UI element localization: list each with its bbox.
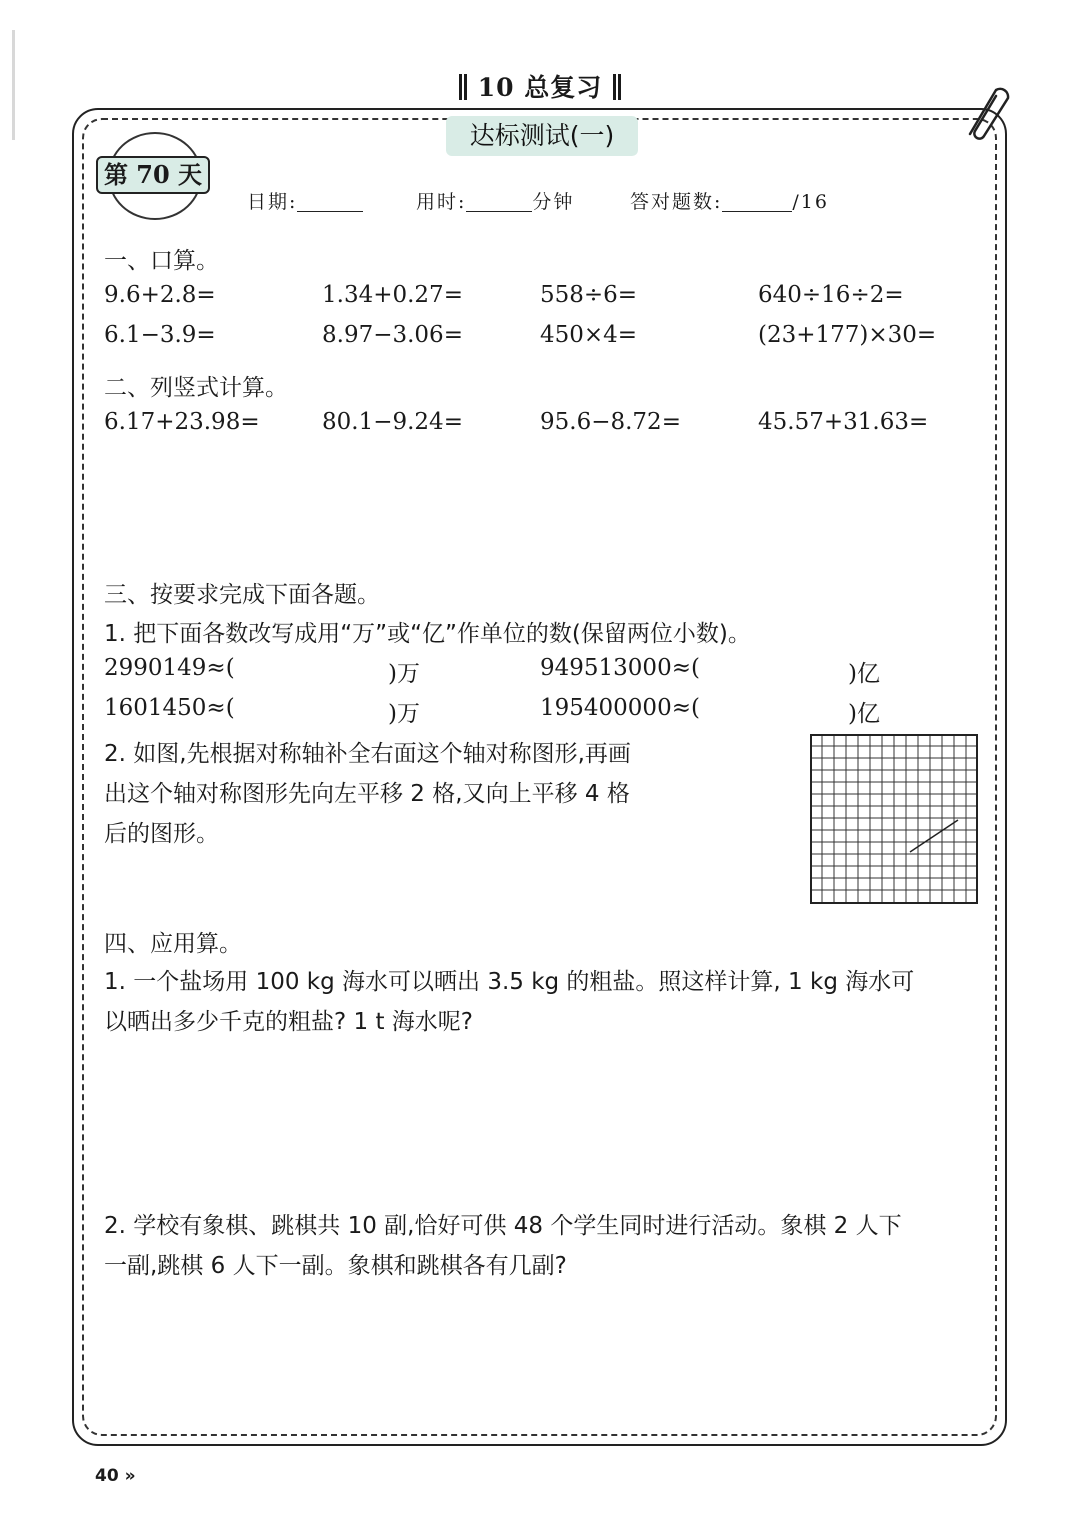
meta-time (416, 187, 574, 214)
paperclip-icon (956, 76, 1012, 142)
rewrite-item: 195400000≈( (540, 695, 700, 721)
chapter-title: 总复习 (524, 73, 603, 102)
section4-q1-line1: 1. 一个盐场用 100 kg 海水可以晒出 3.5 kg 的粗盐。照这样计算, 1 kg 海水可 (104, 969, 915, 995)
rewrite-unit: )亿 (848, 661, 880, 687)
score-label: 答对题数: (630, 191, 723, 213)
oral-item: (23+177)×30= (758, 322, 937, 348)
day-badge (96, 132, 214, 220)
section3-heading: 三、按要求完成下面各题。 (104, 582, 380, 608)
section3-q2-line1: 2. 如图,先根据对称轴补全右面这个轴对称图形,再画 (104, 741, 631, 767)
section3-q2-line3: 后的图形。 (104, 821, 219, 847)
time-label: 用时: (416, 191, 467, 213)
time-unit: 分钟 (532, 191, 575, 213)
chapter-number: 10 (477, 73, 515, 102)
score-total: /16 (792, 191, 829, 213)
day-badge-label: 第 70 天 (96, 156, 210, 194)
chapter-header (0, 68, 1080, 104)
section4-heading: 四、应用算。 (104, 931, 242, 957)
date-blank[interactable] (297, 193, 363, 212)
rewrite-item: 949513000≈( (540, 655, 700, 681)
meta-score (630, 187, 829, 214)
oral-item: 640÷16÷2= (758, 282, 904, 308)
section3-q1: 1. 把下面各数改写成用“万”或“亿”作单位的数(保留两位小数)。 (104, 621, 751, 647)
section3-q2-line2: 出这个轴对称图形先向左平移 2 格,又向上平移 4 格 (104, 781, 630, 807)
section4-q1-line2: 以晒出多少千克的粗盐? 1 t 海水呢? (104, 1009, 473, 1035)
score-blank[interactable] (722, 193, 792, 212)
date-label: 日期: (247, 191, 298, 213)
rewrite-unit: )万 (388, 701, 420, 727)
rewrite-item: 1601450≈( (104, 695, 235, 721)
rewrite-unit: )万 (388, 661, 420, 687)
oral-item: 450×4= (540, 322, 638, 348)
rewrite-item: 2990149≈( (104, 655, 235, 681)
symmetric-figure-segment (910, 820, 958, 852)
section1-heading: 一、口算。 (104, 248, 219, 274)
vertical-calc-item: 95.6−8.72= (540, 409, 681, 435)
vertical-calc-item: 80.1−9.24= (322, 409, 463, 435)
oral-item: 8.97−3.06= (322, 322, 463, 348)
page-number: 40 » (95, 1466, 136, 1486)
section4-q2-line2: 一副,跳棋 6 人下一副。象棋和跳棋各有几副? (104, 1253, 567, 1279)
oral-item: 558÷6= (540, 282, 638, 308)
symmetry-grid[interactable] (810, 734, 978, 904)
oral-item: 9.6+2.8= (104, 282, 216, 308)
test-title: 达标测试(一) (446, 116, 638, 156)
oral-item: 6.1−3.9= (104, 322, 216, 348)
vertical-calc-item: 6.17+23.98= (104, 409, 260, 435)
section4-q2-line1: 2. 学校有象棋、跳棋共 10 副,恰好可供 48 个学生同时进行活动。象棋 2 人下 (104, 1213, 902, 1239)
time-blank[interactable] (466, 193, 532, 212)
vertical-calc-item: 45.57+31.63= (758, 409, 929, 435)
meta-date (247, 187, 363, 214)
section2-heading: 二、列竖式计算。 (104, 375, 288, 401)
oral-item: 1.34+0.27= (322, 282, 463, 308)
rewrite-unit: )亿 (848, 701, 880, 727)
